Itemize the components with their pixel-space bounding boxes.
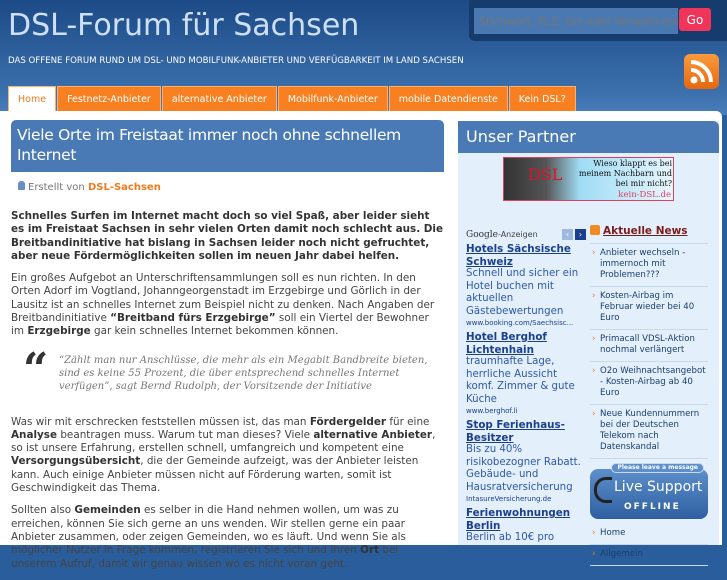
live-support-message: Please leave a message [611, 463, 704, 473]
author-link[interactable]: DSL-Sachsen [87, 182, 161, 193]
ad-title-link[interactable]: Hotels Sächsische Schweiz [466, 243, 571, 268]
next-arrow-icon[interactable]: › [575, 229, 586, 240]
ad-text: Berlin ab 10€ pro [466, 532, 555, 543]
site-title[interactable]: DSL-Forum für Sachsen [8, 8, 360, 43]
site-header [0, 0, 727, 115]
nav-item-alternative-anbieter[interactable]: alternative Anbieter [162, 86, 277, 112]
ad-text: Bis zu 40% risikobezogner Rabatt. Gebäude- und Hausratversicherung [466, 444, 581, 493]
rss-feed-icon[interactable] [684, 54, 719, 89]
nav-item-home[interactable]: Home [8, 86, 56, 112]
article-paragraph [11, 416, 444, 496]
news-item-link[interactable]: › Neue Kundennummern bei der Deutschen Telekom nach Datenskandal [590, 405, 708, 459]
quote-text: “Zählt man nur Anschlüsse, die mehr als ein Megabit Bandbreite bieten, sind es keine 55 Prozent, die über entsprechend schnelles Internet verfügen”, sagt Bernd Rudolph, der Vorsitzende der Initiative [59, 354, 428, 393]
google-logo: Google [466, 230, 498, 240]
ad-url-link[interactable]: IntasureVersicherung.de [466, 495, 552, 503]
text-segment: , die der Gemeinde aufzeigt, was der Anbieter leisten kann. Auch einige Anbieter müssen nicht auf Förderung warten, somit ist Geschwindigkeit das Thema. [11, 455, 419, 495]
text-segment: Sollten also [11, 504, 75, 517]
text-segment: soll ein Viertel der Bewohner im [11, 312, 429, 338]
text-segment: für eine [386, 415, 430, 428]
live-support-status: OFFLINE [624, 502, 681, 512]
article-title: Viele Orte im Freistaat immer noch ohne schnellem Internet [11, 120, 444, 172]
article-lead: Schnelles Surfen im Internet macht doch so viel Spaß, aber leider sieht es im Freistaat Sachsen in sehr vielen Orten damit noch schlecht aus. Die Breitbandinitiative hat bislang in Sachsen leider noch nicht gefruchtet, aber neue Fördermöglichkeiten sollen im neuen Jahr dabei helfen. [11, 210, 444, 262]
search-button[interactable]: Go [679, 8, 711, 31]
bold-text: Gemeinden [74, 504, 141, 517]
ads-header [466, 229, 586, 243]
site-tagline: DAS OFFENE FORUM RUND UM DSL- UND MOBILFUNK-ANBIETER UND VERFÜGBARKEIT IM LAND SACHSEN [8, 56, 464, 66]
ad-title-link[interactable]: Stop Ferienhaus-Besitzer [466, 419, 565, 444]
text-segment: Ein großes Aufgebot an Unterschriftensammlungen soll es nun richten. In den Orten Adorf im Vogtland, Johanngeorgenstadt im Erzgebirge und Görlich in der Lausitz ist an schnelles Internet zum Beispiel nicht zu denken. Nach Angaben der Breitbandinitiative [11, 272, 435, 325]
nav-item-mobilfunk-anbieter[interactable]: Mobilfunk-Anbieter [278, 86, 388, 112]
bold-text: Fördergelder [309, 415, 387, 428]
byline [18, 181, 444, 194]
byline-prefix: Erstellt von [28, 182, 85, 193]
news-title[interactable] [590, 225, 708, 244]
ads-label: -Anzeigen [498, 230, 538, 239]
main-nav [8, 86, 576, 112]
news-panel [590, 225, 708, 566]
text-segment: bei unserem Aufruf, damit wir genau wissen wo es nicht voran geht. [11, 544, 399, 570]
ad-url-link[interactable]: www.berghof.li [466, 407, 518, 415]
ad-item [466, 243, 586, 328]
text-segment: Was wir mit erschrecken feststellen müssen ist, das man [11, 415, 310, 428]
ad-title-link[interactable]: Ferienwohnungen Berlin [466, 507, 571, 532]
page-content [0, 111, 722, 570]
ad-item [466, 331, 586, 416]
banner-url: kein-DSL.de [618, 190, 671, 200]
ad-title-link[interactable]: Hotel Berghof Lichtenhain [466, 331, 547, 356]
prev-arrow-icon[interactable]: ‹ [562, 229, 573, 240]
article [11, 120, 444, 580]
ad-item [466, 419, 586, 504]
news-item-link[interactable]: › O2o Weihnachtsangebot - Kosten-Airbag ab 40 Euro [590, 362, 708, 405]
search-box [469, 0, 727, 41]
headset-icon [594, 477, 612, 503]
bold-text: Ort [360, 544, 380, 557]
google-ads [466, 229, 586, 545]
banner-brand: DSL [528, 165, 563, 184]
sidebar [458, 121, 719, 559]
user-icon [18, 181, 25, 190]
news-item-link[interactable]: › Primacall VDSL-Aktion nochmal verlängert [590, 330, 708, 362]
ad-text: Schnell und sicher ein Hotel buchen mit aktuellen Gästebewertungen [466, 268, 579, 317]
ad-text: traumhafte Lage, herrliche Aussicht komf. Zimmer & gute Küche [466, 356, 575, 405]
bold-text: “Breitband fürs Erzgebirge” [110, 312, 276, 325]
partner-banner[interactable] [503, 157, 674, 201]
quote-icon: “ [23, 343, 49, 395]
text-segment: beantragen muss. Warum tut man dieses? Viele [57, 428, 314, 441]
ad-item [466, 507, 586, 545]
live-support-button[interactable] [590, 464, 708, 519]
text-segment: gar kein schnelles Internet bekommen können. [90, 325, 339, 338]
bold-text: Analyse [11, 428, 58, 441]
blockquote [11, 343, 444, 395]
article-paragraph [11, 504, 444, 570]
nav-item-mobile-datendienste[interactable]: mobile Datendienste [389, 86, 508, 112]
nav-item-kein-dsl-[interactable]: Kein DSL? [509, 86, 576, 112]
article-body [11, 210, 444, 571]
category-link[interactable]: › Home [590, 524, 708, 545]
text-segment: , so ist unsere Erfahrung, erstellen schnell, umfangreich und kompetent eine [11, 428, 436, 455]
news-item-link[interactable]: › Kosten-Airbag im Februar wieder bei 40 Euro [590, 287, 708, 330]
bold-text: alternative Anbieter [313, 428, 433, 441]
ad-url-link[interactable]: www.booking.com/Saechsisc... [466, 319, 574, 327]
bold-text: Erzgebirge [27, 325, 91, 338]
news-title-text: Aktuelle News [603, 225, 688, 237]
live-support-title: Live Support [614, 479, 703, 495]
text-segment: es selber in die Hand nehmen wollen, um was zu erreichen, können Sie sich gerne an uns wenden. Wir stellen gerne ein paar Anbieter zusammen, oder zeigen Gemeinden, wo es läuft. Und wenn Sie als möglicher Nutzer in Frage kommen, registrieren Sie sich und Ihren [11, 504, 406, 557]
news-item-link[interactable]: › Anbieter wechseln - immernoch mit Problemen??? [590, 244, 708, 287]
rss-icon [590, 225, 600, 235]
bold-text: Versorgungsübersicht [11, 455, 141, 468]
search-input[interactable] [474, 8, 678, 34]
nav-item-festnetz-anbieter[interactable]: Festnetz-Anbieter [57, 86, 161, 112]
category-link[interactable]: › Allgemein [590, 545, 708, 566]
banner-question: Wieso klappt es bei meinem Nachbarn und bei mir nicht? [578, 159, 672, 188]
article-paragraph [11, 272, 444, 338]
sidebar-title: Unser Partner [458, 121, 719, 153]
